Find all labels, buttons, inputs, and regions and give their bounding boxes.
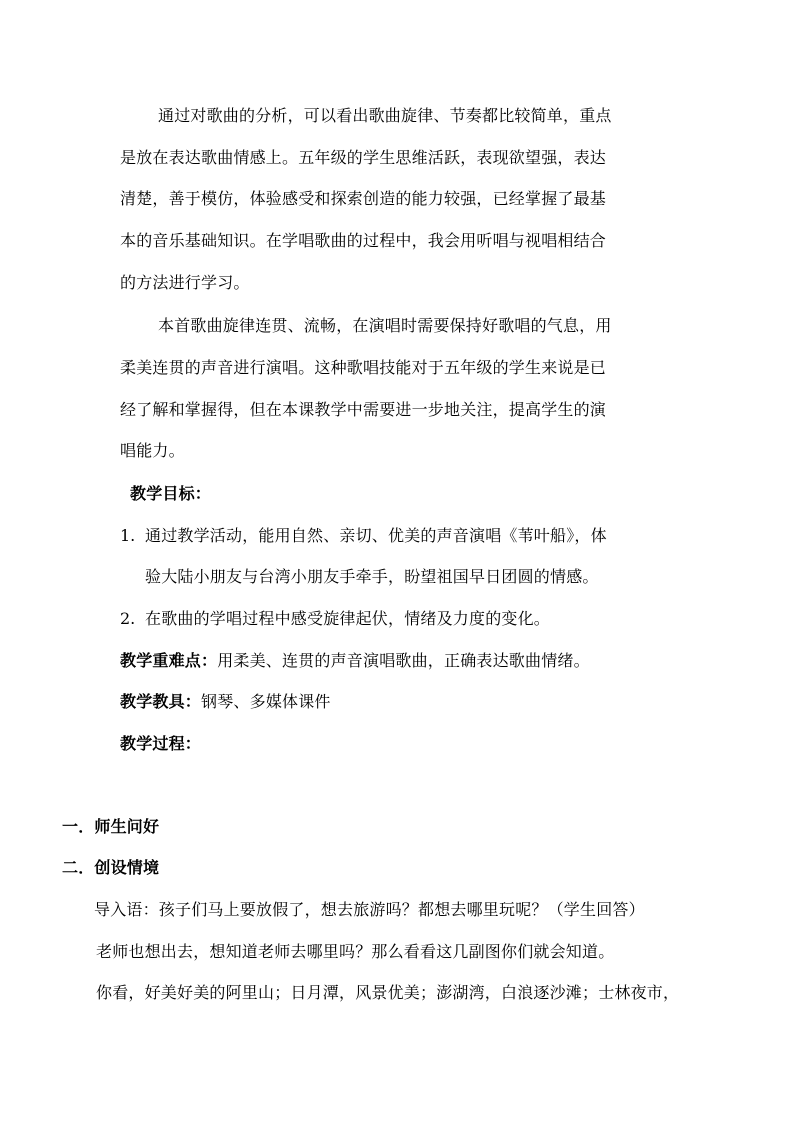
tools-label: 教学教具： bbox=[120, 692, 202, 711]
section-1-heading bbox=[62, 817, 159, 837]
objective-2-line-1: 在歌曲的学唱过程中感受旋律起伏，情绪及力度的变化。 bbox=[145, 609, 551, 628]
objective-1-line-1: 通过教学活动，能用自然、亲切、优美的声音演唱《苇叶船》，体 bbox=[145, 526, 607, 545]
analysis-p2-line-3: 经了解和掌握得，但在本课教学中需要进一步地关注，提高学生的演 bbox=[120, 400, 607, 419]
objective-1-number: 1. bbox=[120, 526, 136, 545]
process-heading: 教学过程： bbox=[120, 734, 202, 753]
analysis-p2-line-1: 本首歌曲旋律连贯、流畅，在演唱时需要保持好歌唱的气息，用 bbox=[158, 316, 612, 335]
analysis-p1-line-5: 的方法进行学习。 bbox=[120, 273, 250, 292]
key-points-label: 教学重难点： bbox=[120, 651, 218, 670]
section-1-number: 一． bbox=[62, 817, 95, 836]
section-1-title: 师生问好 bbox=[94, 817, 160, 836]
teaching-tools bbox=[120, 692, 331, 712]
analysis-p1-line-4: 本的音乐基础知识。在学唱歌曲的过程中，我会用听唱与视唱相结合 bbox=[120, 231, 607, 250]
analysis-p1-line-2: 是放在表达歌曲情感上。五年级的学生思维活跃，表现欲望强，表达 bbox=[120, 148, 607, 167]
objectives-heading: 教学目标： bbox=[130, 484, 212, 503]
analysis-p2-line-4: 唱能力。 bbox=[120, 441, 185, 460]
key-points-text: 用柔美、连贯的声音演唱歌曲，正确表达歌曲情绪。 bbox=[217, 651, 590, 670]
tools-text: 钢琴、多媒体课件 bbox=[201, 692, 331, 711]
objective-2-number: 2. bbox=[120, 609, 136, 628]
analysis-p1-line-3: 清楚，善于模仿，体验感受和探索创造的能力较强，已经掌握了最基 bbox=[120, 189, 607, 208]
section-2-title: 创设情境 bbox=[94, 858, 160, 877]
analysis-p2-line-2: 柔美连贯的声音进行演唱。这种歌唱技能对于五年级的学生来说是已 bbox=[120, 358, 607, 377]
section-2-heading bbox=[62, 858, 159, 878]
objective-1-line-2: 验大陆小朋友与台湾小朋友手牵手，盼望祖国早日团圆的情感。 bbox=[145, 567, 599, 586]
intro-line-2: 老师也想出去，想知道老师去哪里吗？那么看看这几副图你们就会知道。 bbox=[96, 942, 615, 961]
key-points bbox=[120, 651, 590, 671]
intro-line-3: 你看，好美好美的阿里山；日月潭，风景优美；澎湖湾，白浪逐沙滩；士林夜市， bbox=[96, 983, 680, 1002]
intro-line-1: 导入语：孩子们马上要放假了，想去旅游吗？都想去哪里玩呢？（学生回答） bbox=[94, 900, 645, 919]
analysis-p1-line-1: 通过对歌曲的分析，可以看出歌曲旋律、节奏都比较简单，重点 bbox=[158, 106, 612, 125]
section-2-number: 二． bbox=[62, 858, 95, 877]
